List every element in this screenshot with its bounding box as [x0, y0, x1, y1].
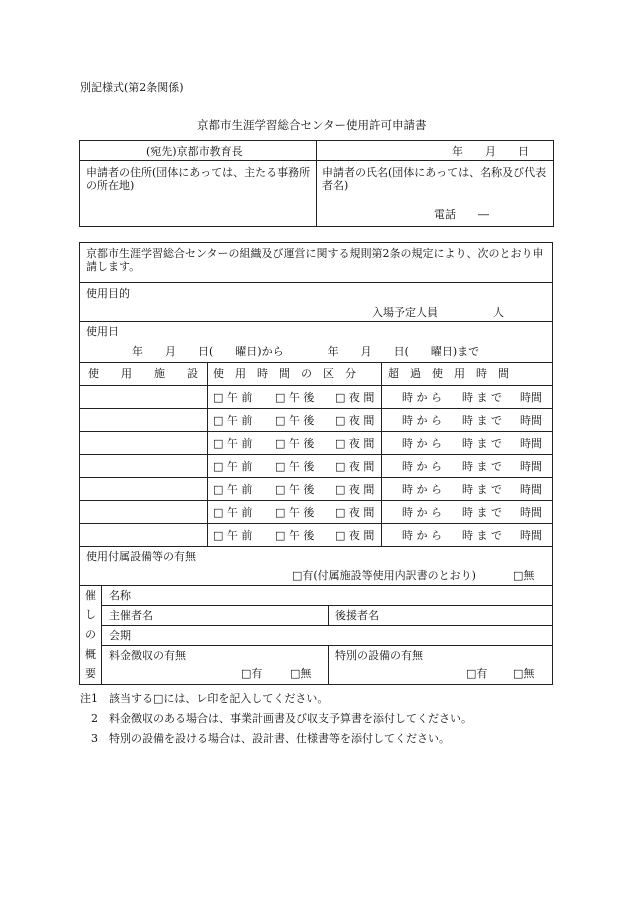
- applicant-name-label: 申請者の氏名(団体にあっては、名称及び代表者名): [322, 166, 547, 192]
- schedule-row: [80, 524, 552, 547]
- schedule-row: [80, 409, 552, 432]
- overtime-hours: 時間: [520, 460, 542, 473]
- schedule-row: [80, 386, 552, 409]
- facility-cell[interactable]: [80, 501, 207, 524]
- to-hour: 時 ま で: [462, 437, 502, 450]
- application-date: 年 月 日: [452, 145, 529, 158]
- pm-checkbox[interactable]: □ 午 後: [275, 506, 315, 519]
- from-hour: 時 か ら: [402, 414, 442, 427]
- facility-cell[interactable]: [80, 478, 207, 501]
- special-no-checkbox[interactable]: □無: [513, 667, 535, 680]
- fee-yes-checkbox[interactable]: □有: [241, 667, 263, 680]
- sponsor-label: 後援者名: [335, 609, 379, 622]
- overtime-hours: 時間: [520, 506, 542, 519]
- schedule-row: [80, 432, 552, 455]
- event-side-char: し: [85, 608, 96, 621]
- from-hour: 時 か ら: [402, 529, 442, 542]
- pm-checkbox[interactable]: □ 午 後: [275, 437, 315, 450]
- overtime-hours: 時間: [520, 391, 542, 404]
- to-hour: 時 ま で: [462, 529, 502, 542]
- overtime-hours: 時間: [520, 414, 542, 427]
- schedule-row: [80, 455, 552, 478]
- fee-no-checkbox[interactable]: □無: [290, 667, 312, 680]
- header-table: [79, 140, 554, 227]
- time-division-header: 使 用 時 間 の 区 分: [213, 367, 356, 380]
- from-hour: 時 か ら: [402, 460, 442, 473]
- overtime-hours: 時間: [520, 437, 542, 450]
- special-equipment-label: 特別の設備の有無: [335, 649, 423, 662]
- am-checkbox[interactable]: □ 午 前: [213, 529, 253, 542]
- am-checkbox[interactable]: □ 午 前: [213, 414, 253, 427]
- pm-checkbox[interactable]: □ 午 後: [275, 529, 315, 542]
- to-hour: 時 ま で: [462, 391, 502, 404]
- from-hour: 時 か ら: [402, 391, 442, 404]
- equipment-no-checkbox[interactable]: □無: [513, 569, 535, 582]
- event-name-label: 名称: [109, 589, 131, 602]
- facility-cell[interactable]: [80, 409, 207, 432]
- pm-checkbox[interactable]: □ 午 後: [275, 414, 315, 427]
- schedule-row: [80, 501, 552, 524]
- schedule-row: [80, 478, 552, 501]
- am-checkbox[interactable]: □ 午 前: [213, 483, 253, 496]
- night-checkbox[interactable]: □ 夜 間: [335, 460, 375, 473]
- event-summary: [80, 586, 552, 684]
- event-side-char: の: [85, 628, 96, 641]
- to-hour: 時 ま で: [462, 460, 502, 473]
- facility-header: 使 用 施 設: [88, 367, 198, 380]
- am-checkbox[interactable]: □ 午 前: [213, 460, 253, 473]
- attendees-label: 入場予定人員 人: [372, 306, 504, 319]
- note-1: 注1 該当する□には、レ印を記入してください。: [80, 692, 329, 705]
- overtime-header: 超 過 使 用 時 間: [388, 367, 509, 380]
- night-checkbox[interactable]: □ 夜 間: [335, 529, 375, 542]
- schedule-grid: [80, 363, 552, 546]
- facility-cell[interactable]: [80, 524, 207, 547]
- night-checkbox[interactable]: □ 夜 間: [335, 506, 375, 519]
- from-hour: 時 か ら: [402, 437, 442, 450]
- application-statement: 京都市生涯学習総合センターの組織及び運営に関する規則第2条の規定により、次のとおり申請します。: [86, 247, 544, 273]
- equipment-yes-checkbox[interactable]: □有(付属施設等使用内訳書のとおり): [292, 569, 476, 582]
- equipment-label: 使用付属設備等の有無: [86, 550, 196, 563]
- facility-cell[interactable]: [80, 455, 207, 478]
- fee-label: 料金徴収の有無: [109, 649, 186, 662]
- facility-cell[interactable]: [80, 432, 207, 455]
- overtime-hours: 時間: [520, 529, 542, 542]
- from-hour: 時 か ら: [402, 483, 442, 496]
- note-3: 3 特別の設備を設ける場合は、設計書、仕様書等を添付してください。: [80, 732, 450, 745]
- pm-checkbox[interactable]: □ 午 後: [275, 460, 315, 473]
- special-yes-checkbox[interactable]: □有: [466, 667, 488, 680]
- am-checkbox[interactable]: □ 午 前: [213, 437, 253, 450]
- overtime-hours: 時間: [520, 483, 542, 496]
- from-hour: 時 か ら: [402, 506, 442, 519]
- phone-label: 電話 ―: [434, 208, 489, 221]
- form-label: 別記様式(第2条関係): [80, 81, 184, 94]
- organizer-label: 主催者名: [109, 609, 153, 622]
- use-date-range: 年 月 日( 曜日)から 年 月 日( 曜日)まで: [132, 345, 480, 358]
- main-table: [79, 242, 553, 685]
- am-checkbox[interactable]: □ 午 前: [213, 506, 253, 519]
- note-2: 2 料金徴収のある場合は、事業計画書及び収支予算書を添付してください。: [80, 712, 472, 725]
- am-checkbox[interactable]: □ 午 前: [213, 391, 253, 404]
- to-hour: 時 ま で: [462, 506, 502, 519]
- event-side-char: 催: [85, 589, 96, 602]
- night-checkbox[interactable]: □ 夜 間: [335, 391, 375, 404]
- event-period-label: 会期: [109, 629, 131, 642]
- pm-checkbox[interactable]: □ 午 後: [275, 391, 315, 404]
- applicant-address-label: 申請者の住所(団体にあっては、主たる事務所の所在地): [86, 166, 311, 192]
- to-hour: 時 ま で: [462, 414, 502, 427]
- use-date-label: 使用日: [86, 325, 119, 338]
- pm-checkbox[interactable]: □ 午 後: [275, 483, 315, 496]
- addressee: (宛先)京都市教育長: [146, 145, 243, 158]
- purpose-label: 使用目的: [86, 287, 130, 300]
- page-title: 京都市生涯学習総合センター使用許可申請書: [197, 118, 427, 132]
- to-hour: 時 ま で: [462, 483, 502, 496]
- night-checkbox[interactable]: □ 夜 間: [335, 437, 375, 450]
- facility-cell[interactable]: [80, 386, 207, 409]
- event-side-char: 要: [85, 667, 96, 680]
- night-checkbox[interactable]: □ 夜 間: [335, 483, 375, 496]
- night-checkbox[interactable]: □ 夜 間: [335, 414, 375, 427]
- event-side-char: 概: [85, 648, 96, 661]
